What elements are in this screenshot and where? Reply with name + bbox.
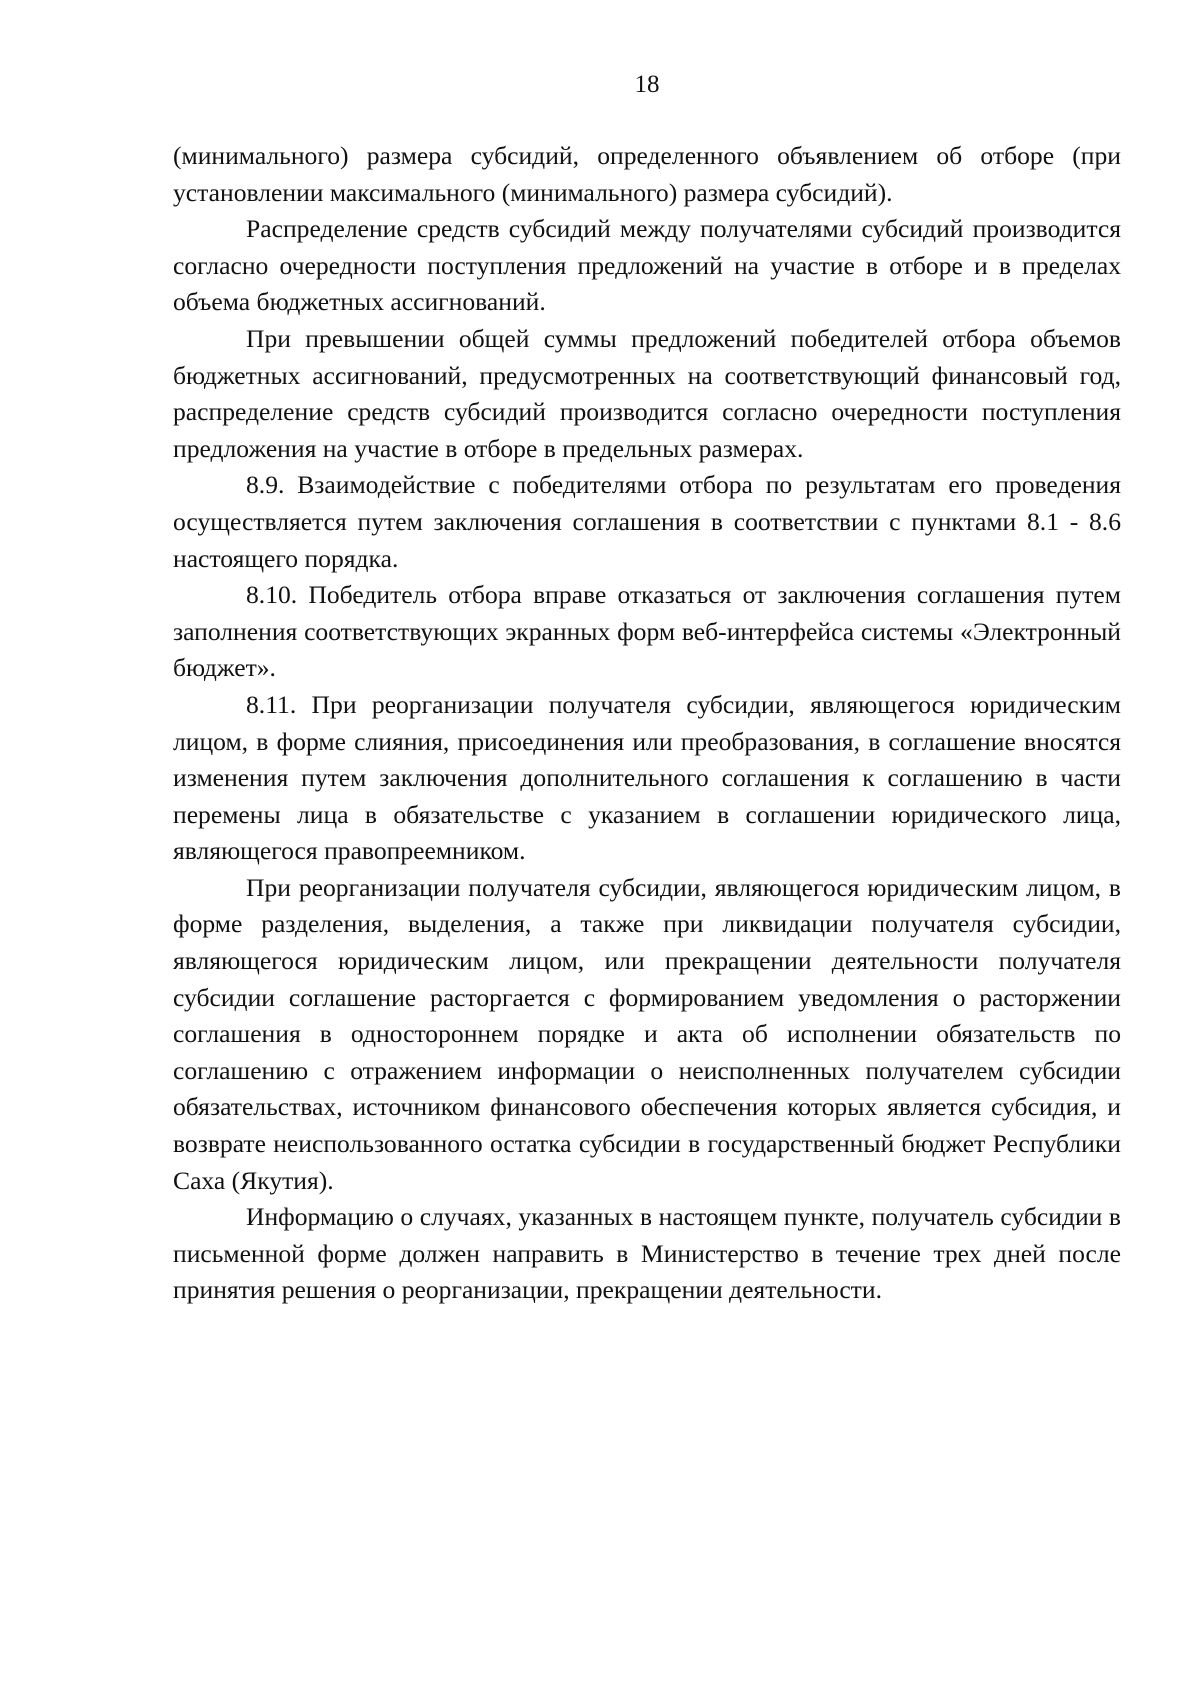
paragraph-8-11: 8.11. При реорганизации получателя субсидии, являющегося юридическим лицом, в форме слияния, присоединения или преобразования, в соглашение вносятся изменения путем заключения дополнительного соглашения к соглашению в части перемены лица в обязательстве с указанием в соглашении юридического лица, являющегося правопреемником. — [173, 689, 1121, 866]
document-body — [173, 138, 1121, 1309]
paragraph-notification: Информацию о случаях, указанных в настоящем пункте, получатель субсидии в письменной форме должен направить в Министерство в течение трех дней после принятия решения о реорганизации, прекращении деятельности. — [173, 1202, 1121, 1305]
paragraph-reorganization-termination: При реорганизации получателя субсидии, являющегося юридическим лицом, в форме разделения, выделения, а также при ликвидации получателя субсидии, являющегося юридическим лицом, или прекращении деятельности получателя субсидии соглашение расторгается с формированием уведомления о расторжении соглашения в одностороннем порядке и акта об исполнении обязательств по соглашению с отражением информации о неисполненных получателем субсидии обязательствах, источником финансового обеспечения которых является субсидия, и возврате неиспользованного остатка субсидии в государственный бюджет Республики Саха (Якутия). — [173, 872, 1121, 1195]
page-number: 18 — [634, 71, 660, 98]
paragraph-subsidy-distribution: Распределение средств субсидий между получателями субсидий производится согласно очередности поступления предложений на участие в отборе и в пределах объема бюджетных ассигнований. — [173, 214, 1121, 317]
paragraph-8-9: 8.9. Взаимодействие с победителями отбора по результатам его проведения осуществляется путем заключения соглашения в соответствии с пунктами 8.1 - 8.6 настоящего порядка. — [173, 470, 1121, 573]
paragraph-8-10: 8.10. Победитель отбора вправе отказаться от заключения соглашения путем заполнения соответствующих экранных форм веб-интерфейса системы «Электронный бюджет». — [173, 580, 1121, 683]
paragraph-continuation: (минимального) размера субсидий, определенного объявлением об отборе (при установлении максимального (минимального) размера субсидий). — [173, 141, 1121, 207]
paragraph-excess-proposals: При превышении общей суммы предложений победителей отбора объемов бюджетных ассигнований, предусмотренных на соответствующий финансовый год, распределение средств субсидий производится согласно очередности поступления предложения на участие в отборе в предельных размерах. — [173, 323, 1121, 463]
